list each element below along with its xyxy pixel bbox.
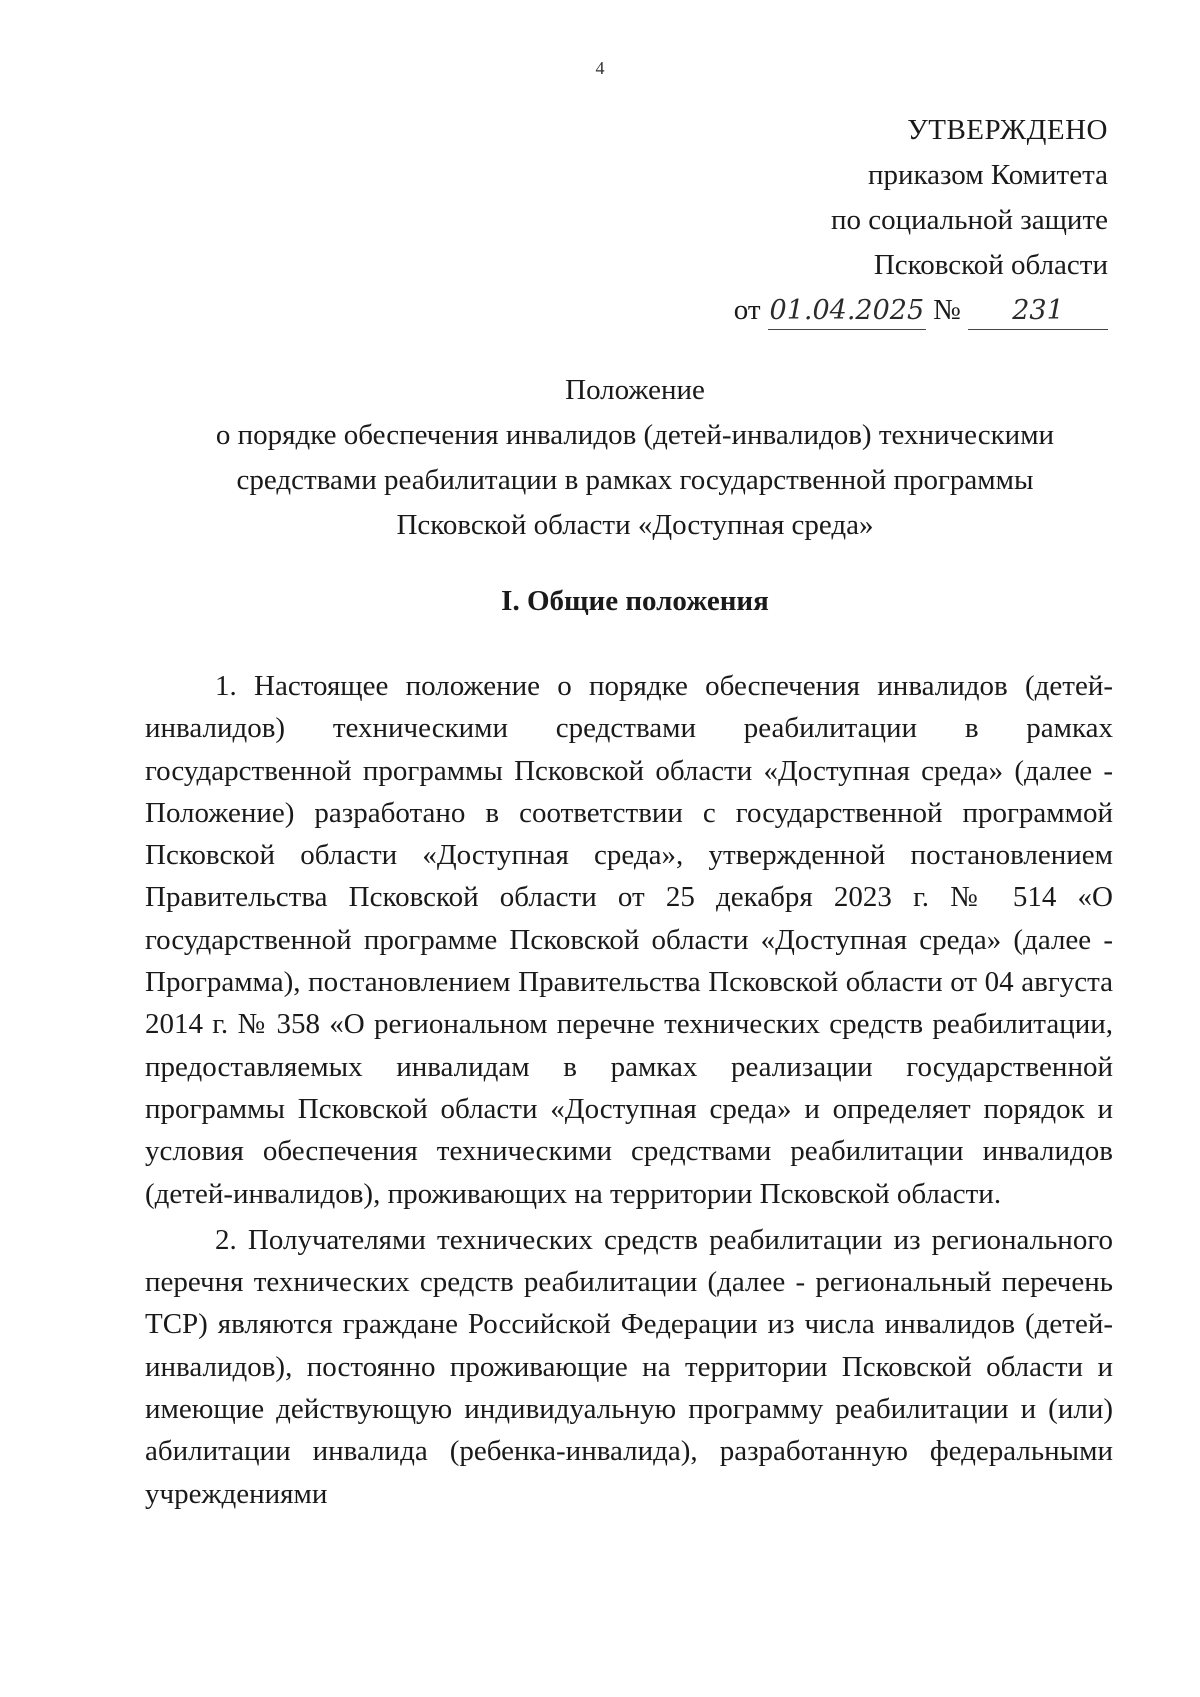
handwritten-number: 231 bbox=[968, 293, 1108, 330]
handwritten-date: 01.04.2025 bbox=[768, 293, 926, 330]
title-line-1: Положение bbox=[565, 374, 705, 406]
document-body bbox=[145, 665, 1113, 1519]
approval-heading: УТВЕРЖДЕНО bbox=[907, 114, 1108, 146]
approval-line-2: по социальной защите bbox=[830, 204, 1108, 236]
title-line-3: средствами реабилитации в рамках государственной программы bbox=[236, 464, 1034, 496]
paragraph-2: 2. Получателями технических средств реабилитации из регионального перечня технических средств реабилитации (далее - региональный перечень ТСР) являются граждане Российской Федерации из числа инвалидов (детей-инвалидов), постоянно проживающие на территории Псковской области и имеющие действующую индивидуальную программу реабилитации и (или) абилитации инвалида (ребенка-инвалида), разработанную федеральными учреждениями bbox=[145, 1223, 1113, 1510]
paragraph-1: 1. Настоящее положение о порядке обеспечения инвалидов (детей-инвалидов) техническими средствами реабилитации в рамках государственной программы Псковской области «Доступная среда» (далее - Положение) разработано в соответствии с государственной программой Псковской области «Доступная среда», утвержденной постановлением Правительства Псковской области от 25 декабря 2023 г. № 514 «О государственной программе Псковской области «Доступная среда» (далее - Программа), постановлением Правительства Псковской области от 04 августа 2014 г. № 358 «О региональном перечне технических средств реабилитации, предоставляемых инвалидам в рамках реализации государственной программы Псковской области «Доступная среда» и определяет порядок и условия обеспечения техническими средствами реабилитации инвалидов (детей-инвалидов), проживающих на территории Псковской области. bbox=[145, 670, 1113, 1210]
number-prefix: № bbox=[933, 294, 961, 326]
date-prefix: от bbox=[733, 294, 761, 326]
document-title bbox=[150, 368, 1120, 548]
title-line-4: Псковской области «Доступная среда» bbox=[396, 509, 874, 541]
section-heading: I. Общие положения bbox=[501, 585, 769, 617]
page-number: 4 bbox=[595, 58, 605, 78]
approval-line-3: Псковской области bbox=[873, 249, 1108, 281]
title-line-2: о порядке обеспечения инвалидов (детей-инвалидов) техническими bbox=[215, 419, 1055, 451]
approval-block bbox=[588, 108, 1108, 333]
approval-line-1: приказом Комитета bbox=[867, 159, 1108, 191]
approval-date-line bbox=[588, 288, 1108, 333]
